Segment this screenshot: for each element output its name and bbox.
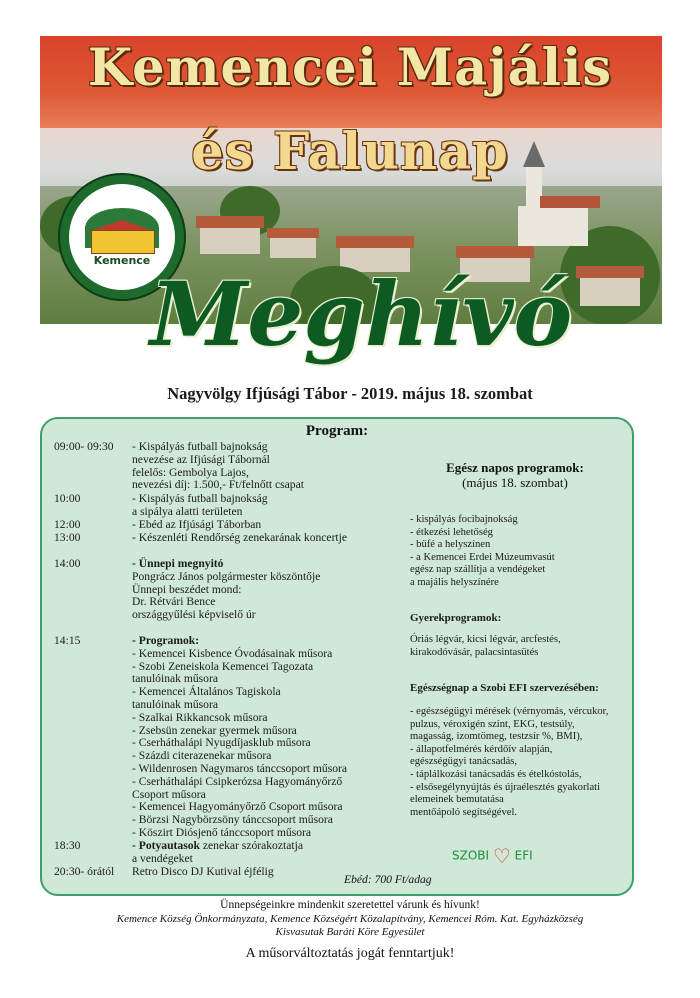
church-roof bbox=[540, 196, 600, 208]
row-rest: a vendégeket bbox=[132, 851, 193, 865]
efi-logo-left: SZOBI bbox=[452, 848, 490, 863]
logo-house-icon bbox=[91, 230, 155, 254]
title-line-2: és Falunap bbox=[191, 122, 509, 182]
footer-invitation: Ünnepségeinkre mindenkit szeretettel várunk és hívunk! bbox=[220, 899, 480, 911]
logo-name: Kemence bbox=[93, 254, 151, 267]
row-text: Retro Disco DJ Kutival éjfélig bbox=[132, 865, 274, 878]
kids-items: Óriás légvár, kicsi légvár, arcfestés, kirakodóvásár, palacsintasütés bbox=[410, 634, 561, 658]
row-bold: - Potyautasok bbox=[132, 839, 200, 852]
efi-logo-right: EFI bbox=[514, 848, 533, 863]
church-body bbox=[518, 206, 588, 246]
row-time: 13:00 bbox=[54, 531, 81, 544]
row-text: - Kispályás futball bajnokság nevezése az Ifjúsági Tábornál felelős: Gembolya Lajos, nevezési díj: 1.500,- Ft/felnőtt csapat bbox=[132, 440, 304, 492]
lunch-price: Ebéd: 700 Ft/adag bbox=[344, 873, 432, 886]
row-time: 09:00- 09:30 bbox=[54, 440, 114, 453]
footer-disclaimer: A műsorváltoztatás jogát fenntartjuk! bbox=[245, 946, 455, 961]
row-inline: zenekar szórakoztatja bbox=[199, 839, 303, 852]
row-time: 14:00 bbox=[54, 557, 81, 570]
row-text bbox=[132, 635, 422, 840]
program-title: Program: bbox=[305, 423, 369, 439]
title-meghivo: Meghívó bbox=[150, 262, 573, 366]
row-text: - Kispályás futball bajnokság a sipálya alatti területen bbox=[132, 492, 268, 518]
health-items: - egészségügyi mérések (vérnyomás, vércukor, pulzus, véroxigén szint, EKG, testsúly, magasság, izomtömeg, testzsír %, BMI), - állapotfelmérés kérdőív alapján, egészségügyi tanácsadás, - táplálkozási tanácsadás és ételkóstolás, - elsősegélynyújtás és újraélesztés gyakorlati elemeinek bemutatása mentőápoló segítségével. bbox=[410, 706, 609, 818]
allday-heading bbox=[420, 460, 610, 490]
health-title: Egészségnap a Szobi EFI szervezésében: bbox=[410, 682, 599, 694]
title-line-1: Kemencei Majális bbox=[87, 38, 613, 98]
event-subtitle: Nagyvölgy Ifjúsági Tábor - 2019. május 18. szombat bbox=[167, 384, 533, 403]
row-text bbox=[132, 558, 392, 622]
row-time: 14:15 bbox=[54, 634, 81, 647]
row-time: 10:00 bbox=[54, 492, 81, 505]
row-time: 18:30 bbox=[54, 839, 81, 852]
row-text: - Készenléti Rendőrség zenekarának koncertje bbox=[132, 531, 348, 544]
allday-date: (május 18. szombat) bbox=[462, 475, 568, 490]
allday-title: Egész napos programok: bbox=[446, 460, 584, 475]
row-rest: - Kemencei Kisbence Óvodásainak műsora - Szobi Zeneiskola Kemencei Tagozata tanulóinak műsora - Kemencei Általános Tagiskola tanulóinak műsora - Szalkai Rikkancsok műsora - Zsebsün zenekar gyermek műsora - Cserháthalápi Nyugdíjasklub műsora - Százdi citerazenekar műsora - Wildenrosen Nagymaros tánccsoport műsora - Cserháthalápi Csipkerózsa Hagyományőrző Csoport műsora - Kemencei Hagyományőrző Csoport műsora - Börzsi Nagybörzsöny tánccsoport műsora - Köszirt Diósjenő tánccsoport műsora bbox=[132, 646, 348, 839]
heart-icon: ♡ bbox=[492, 844, 511, 868]
kids-title: Gyerekprogramok: bbox=[410, 612, 502, 624]
allday-items: - kispályás focibajnokság - étkezési lehetőség - büfé a helyszínen - a Kemencei Erdei Múzeumvasút egész nap szállítja a vendégeket a majális helyszínére bbox=[410, 514, 555, 588]
row-text: - Ebéd az Ifjúsági Táborban bbox=[132, 518, 262, 531]
szobi-efi-logo bbox=[452, 844, 533, 868]
row-rest: Pongrácz János polgármester köszöntője Ünnepi beszédet mond: Dr. Rétvári Bence országgyűlési képviselő úr bbox=[132, 569, 321, 622]
row-time: 12:00 bbox=[54, 518, 81, 531]
row-bold: - Ünnepi megnyitó bbox=[132, 557, 224, 570]
row-bold: - Programok: bbox=[132, 634, 200, 647]
row-time: 20:30- órától bbox=[54, 865, 115, 878]
row-text bbox=[132, 840, 392, 866]
footer-organizers: Kemence Község Önkormányzata, Kemence Községért Közalapítvány, Kemencei Róm. Kat. Egyházközség Kisvasutak Baráti Köre Egyesület bbox=[116, 913, 584, 938]
program-box bbox=[40, 417, 634, 896]
